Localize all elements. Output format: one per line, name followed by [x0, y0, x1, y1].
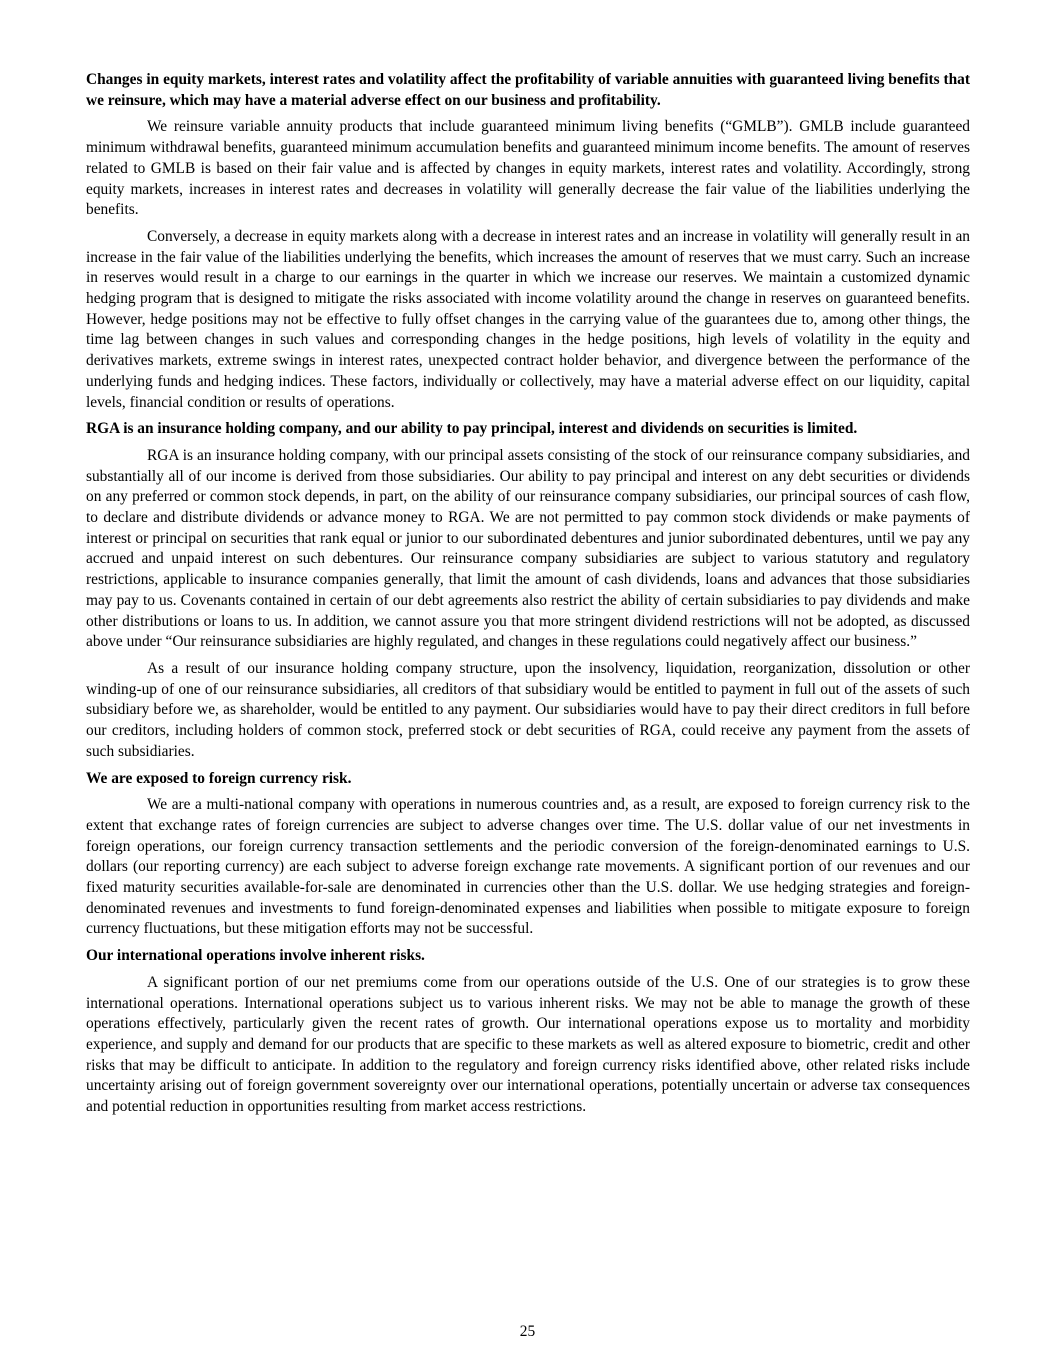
section-heading: Our international operations involve inherent risks. — [86, 947, 425, 965]
paragraph: We are a multi-national company with operations in numerous countries and, as a result, are exposed to foreign currency risk to the extent that exchange rates of foreign currencies are subject to adverse changes over time. The U.S. dollar value of our net investments in foreign operations, our foreign currency transaction settlements and the periodic conversion of the foreign-denominated earnings to U.S. dollars (our reporting currency) are each subject to adverse foreign exchange rate movements. A significant portion of our revenues and our fixed maturity securities available-for-sale are denominated in currencies other than the U.S. dollar. We use hedging strategies and foreign-denominated revenues and investments to fund foreign-denominated expenses and liabilities when possible to mitigate exposure to foreign currency fluctuations, but these mitigation efforts may not be successful. — [86, 796, 970, 938]
section-international-operations — [86, 946, 970, 1118]
section-heading: We are exposed to foreign currency risk. — [86, 769, 352, 787]
paragraph: As a result of our insurance holding company structure, upon the insolvency, liquidation, reorganization, dissolution or other winding-up of one of our reinsurance subsidiaries, all creditors of that subsidiary would be entitled to payment in full out of the assets of such subsidiary before we, as shareholder, would be entitled to any payment. Our subsidiaries would have to pay their direct creditors in full before our creditors, including holders of common stock, preferred stock or debt securities of RGA, could receive any payment from the assets of such subsidiaries. — [86, 659, 970, 760]
section-holding-company — [86, 419, 970, 762]
section-heading: RGA is an insurance holding company, and our ability to pay principal, interest and dividends on securities is limited. — [86, 420, 858, 438]
section-variable-annuities — [86, 70, 970, 413]
document-page — [86, 70, 970, 1124]
section-foreign-currency — [86, 769, 970, 941]
paragraph: A significant portion of our net premiums come from our operations outside of the U.S. One of our strategies is to grow these international operations. International operations subject us to various inherent risks. We may not be able to manage the growth of these operations effectively, particularly given the recent rates of growth. Our international operations expose us to mortality and morbidity experience, and supply and demand for our products that are specific to these markets as well as altered exposure to biometric, credit and other risks that may be difficult to anticipate. In addition to the regulatory and foreign currency risks identified above, other related risks include uncertainty arising out of foreign government sovereignty over our international operations, potentially uncertain or adverse tax consequences and potential reduction in opportunities resulting from market access restrictions. — [86, 973, 970, 1116]
paragraph: RGA is an insurance holding company, with our principal assets consisting of the stock of our reinsurance company subsidiaries, and substantially all of our income is derived from those subsidiaries. Our ability to pay principal and interest on any debt securities or dividends on any preferred or common stock depends, in part, on the ability of our reinsurance company subsidiaries, our principal sources of cash flow, to declare and distribute dividends or advance money to RGA. We are not permitted to pay common stock dividends or make payments of interest or principal on securities that rank equal or junior to our subordinated debentures and junior subordinated debentures, until we pay any accrued and unpaid interest on such debentures. Our reinsurance company subsidiaries are subject to various statutory and regulatory restrictions, applicable to insurance companies generally, that limit the amount of cash dividends, loans and advances that those subsidiaries may pay to us. Covenants contained in certain of our debt agreements also restrict the ability of certain subsidiaries to pay dividends and make other distributions or loans to us. In addition, we cannot assure you that more stringent dividend restrictions will not be adopted, as discussed above under “Our reinsurance subsidiaries are highly regulated, and changes in these regulations could negatively affect our business.” — [86, 446, 970, 651]
section-heading: Changes in equity markets, interest rates and volatility affect the profitability of variable annuities with guaranteed living benefits that we reinsure, which may have a material adverse effect on our business and profitability. — [86, 71, 970, 109]
paragraph: We reinsure variable annuity products that include guaranteed minimum living benefits (“GMLB”). GMLB include guaranteed minimum withdrawal benefits, guaranteed minimum accumulation benefits and guaranteed minimum income benefits. The amount of reserves related to GMLB is based on their fair value and is affected by changes in equity markets, interest rates and volatility. Accordingly, strong equity markets, increases in interest rates and decreases in volatility will generally decrease the fair value of the liabilities underlying the benefits. — [86, 118, 970, 219]
paragraph: Conversely, a decrease in equity markets along with a decrease in interest rates and an increase in volatility will generally result in an increase in the fair value of the liabilities underlying the benefits, which increases the amount of reserves that we must carry. Such an increase in reserves would result in a charge to our earnings in the quarter in which we increase our reserves. We maintain a customized dynamic hedging program that is designed to mitigate the risks associated with income volatility around the change in reserves on guaranteed benefits. However, hedge positions may not be effective to fully offset changes in the carrying value of the guarantees due to, among other things, the time lag between changes in such values and corresponding changes in the hedge positions, high levels of volatility in the equity and derivatives markets, extreme swings in interest rates, unexpected contract holder behavior, and divergence between the performance of the underlying funds and hedging indices. These factors, individually or collectively, may have a material adverse effect on our liquidity, capital levels, financial condition or results of operations. — [86, 227, 970, 411]
page-number: 25 — [519, 1323, 536, 1340]
